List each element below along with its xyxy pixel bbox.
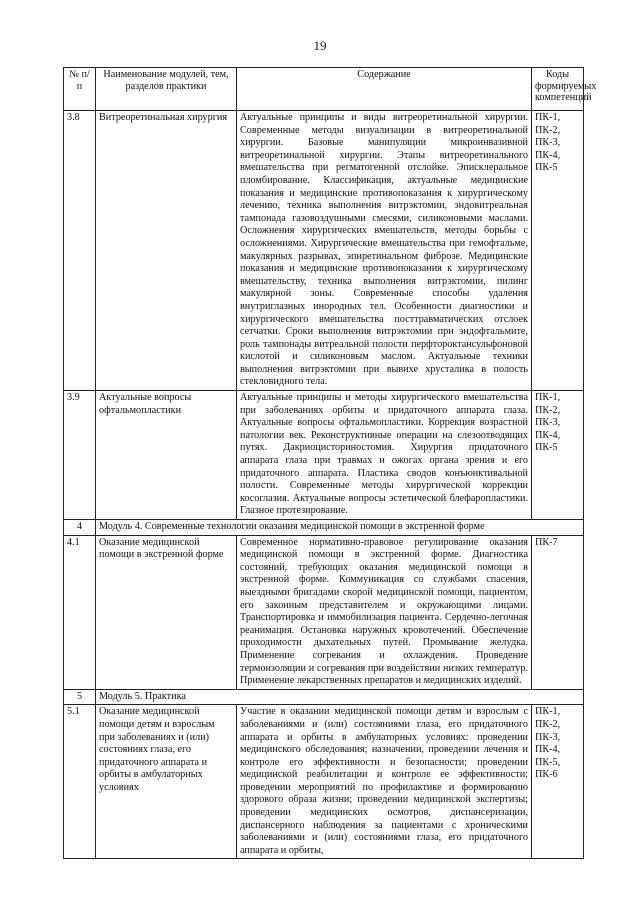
- header-content: Содержание: [237, 68, 532, 111]
- row-codes: ПК-1, ПК-2, ПК-3, ПК-4, ПК-5: [532, 111, 584, 391]
- row-content: Современное нормативно-правовое регулирование оказания медицинской помощи в экстренной форме. Диагностика состояний, требующих оказания медицинской помощи в экстренной форме. Коммуникация со службами спасения, выездными бригадами скорой медицинской помощи, пациентом, его законным представителем и окружающими лицами. Транспортировка и иммобилизация пациента. Сердечно-легочная реанимация. Остановка наружных кровотечений. Обеспечение проходимости дыхательных путей. Промывание желудка. Применение согревания и охлаждения. Проведение термоизоляции и согревания при воздействии низких температур. Применение лекарственных препаратов и медицинских изделий.: [237, 535, 532, 689]
- module-title: Модуль 5. Практика: [96, 689, 584, 705]
- table-row: [64, 391, 584, 520]
- module-title: Модуль 4. Современные технологии оказания медицинской помощи в экстренной форме: [96, 520, 584, 536]
- table-row: [64, 535, 584, 689]
- row-content: Актуальные принципы и методы хирургического вмешательства при заболеваниях орбиты и придаточного аппарата глаза. Актуальные вопросы офтальмопластики. Коррекция возрастной патологии век. Реконструктивные операции на слезоотводящих путях. Дакриоцисториностомия. Хирургия придаточного аппарата глаза при травмах и ожогах органа зрения и его придаточного аппарата. Пластика сводов конъюнктивальной полости. Современные методы хирургической коррекции косоглазия. Актуальные вопросы эстетической блефаропластики. Глазное протезирование.: [237, 391, 532, 520]
- row-codes: ПК-1, ПК-2, ПК-3, ПК-4, ПК-5: [532, 391, 584, 520]
- row-num: 3.8: [64, 111, 96, 391]
- module-num: 5: [64, 689, 96, 705]
- module-row: [64, 520, 584, 536]
- module-num: 4: [64, 520, 96, 536]
- row-num: 5.1: [64, 705, 96, 859]
- row-codes: ПК-7: [532, 535, 584, 689]
- row-name: Витреоретинальная хирургия: [96, 111, 237, 391]
- table-row: [64, 111, 584, 391]
- header-num: № п/п: [64, 68, 96, 111]
- row-name: Оказание медицинской помощи в экстренной форме: [96, 535, 237, 689]
- row-num: 4.1: [64, 535, 96, 689]
- table-header-row: [64, 68, 584, 111]
- row-name: Актуальные вопросы офтальмопластики: [96, 391, 237, 520]
- row-content: Актуальные принципы и виды витреоретинальной хирургии. Современные методы визуализации в витреоретинальной хирургии. Базовые манипуляции микроинвазивной витреоретинальной хирургии. Этапы витреоретинального вмешательства при регматогенной отслойке. Эписклеральное пломбирование. Классификация, актуальные медицинские показания и медицинские противопоказания к хирургическому лечению, техника выполнения витрэктомии, эндовитреальная тампонада газовоздушными смесями, силиконовыми маслами. Осложнения хирургических вмешательств, методы борьбы с осложнениями. Хирургические вмешательства при гемофтальме, макулярных разрывах, эпиретинальном фиброзе. Медицинские показания и медицинские противопоказания к хирургическому вмешательству, техника выполнения витрэктомии, пилинг макулярной зоны. Современные способы удаления внутриглазных инородных тел. Особенности диагностики и хирургического вмешательства посттравматических отслоек сетчатки. Сроки выполнения витрэктомии при эндофтальмите, роль тампонады витреальной полости перфтороктансульфоновой кислотой и силиконовым маслом. Актуальные техники выполнения витрэктомии при вывихе хрусталика в полость стекловидного тела.: [237, 111, 532, 391]
- row-num: 3.9: [64, 391, 96, 520]
- header-codes: Коды формируемых компетенций: [532, 68, 584, 111]
- row-codes: ПК-1, ПК-2, ПК-3, ПК-4, ПК-5, ПК-6: [532, 705, 584, 859]
- row-name: Оказание медицинской помощи детям и взрослым при заболеваниях и (или) состояниях глаза, его придаточного аппарата и орбиты в амбулаторных условиях: [96, 705, 237, 859]
- curriculum-table: [63, 67, 597, 859]
- table-row: [64, 705, 584, 859]
- header-name: Наименование модулей, тем, разделов практики: [96, 68, 237, 111]
- row-content: Участие в оказании медицинской помощи детям и взрослым с заболеваниями и (или) состояниями глаза, его придаточного аппарата и орбиты в амбулаторных условиях: проведении медицинского обследования; назначении, проведении лечения и контроле его эффективности и безопасности; проведении медицинской реабилитации и контроле ее эффективности; проведении мероприятий по профилактике и формированию здорового образа жизни; проведении медицинской экспертизы; проведении медицинских осмотров, диспансеризации, диспансерного наблюдения за пациентами с хроническими заболеваниями и (или) состояниями глаза, его придаточного аппарата и орбиты,: [237, 705, 532, 859]
- page-number: 19: [313, 38, 327, 53]
- module-row: [64, 689, 584, 705]
